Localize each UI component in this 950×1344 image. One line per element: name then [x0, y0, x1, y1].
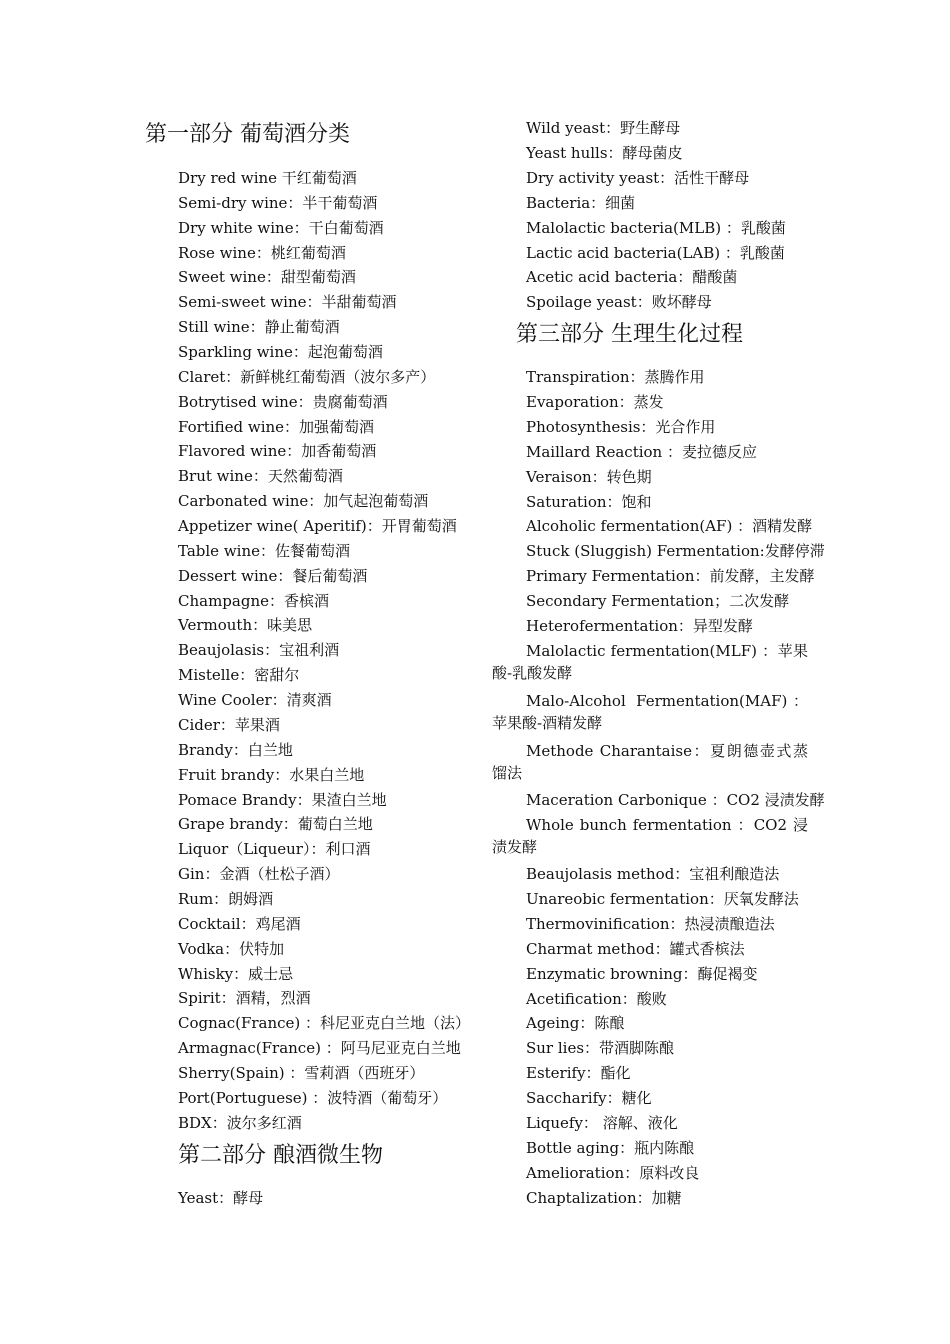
- term-item: Bottle aging：瓶内陈酿: [526, 1138, 695, 1157]
- term-item: Malolactic bacteria(MLB) ：乳酸菌: [526, 218, 786, 237]
- term-item: Brandy：白兰地: [178, 740, 293, 759]
- term-item: Thermovinification：热浸渍酿造法: [526, 914, 775, 933]
- section-heading-2: 第二部分 酿酒微生物: [178, 1143, 383, 1168]
- term-item: Port(Portuguese) ：波特酒（葡萄牙）: [178, 1088, 448, 1107]
- term-item: Whisky：威士忌: [178, 964, 294, 983]
- term-item: Charmat method：罐式香槟法: [526, 939, 745, 958]
- term-item: Wild yeast：野生酵母: [526, 119, 681, 137]
- term-item: Armagnac(France) ：阿马尼亚克白兰地: [178, 1039, 461, 1058]
- term-item: Acetification：酸败: [526, 989, 667, 1008]
- term-item: Maceration Carbonique ：CO2 浸渍发酵: [526, 791, 825, 809]
- term-item: Secondary Fermentation；二次发酵: [526, 592, 790, 611]
- term-item-wrapped: Malo-Alcohol Fermentation(MAF)：苹果酸-酒精发酵: [492, 692, 808, 732]
- term-item: Sur lies：带酒脚陈酿: [526, 1039, 675, 1058]
- term-item: Fortified wine：加强葡萄酒: [178, 417, 375, 436]
- term-item: Grape brandy：葡萄白兰地: [178, 815, 373, 834]
- term-item: Ageing：陈酿: [526, 1014, 625, 1033]
- term-item: Rose wine：桃红葡萄酒: [178, 243, 346, 262]
- term-item: Claret：新鲜桃红葡萄酒（波尔多产）: [178, 367, 436, 386]
- term-item: Bacteria：细菌: [526, 193, 636, 212]
- term-item: Semi-sweet wine：半甜葡萄酒: [178, 293, 397, 312]
- term-item: Beaujolasis：宝祖利酒: [178, 641, 340, 660]
- term-item: Heterofermentation：异型发酵: [526, 617, 753, 635]
- term-item: Veraison：转色期: [526, 467, 652, 486]
- term-item: Wine Cooler：清爽酒: [178, 691, 332, 710]
- term-item: Dry activity yeast：活性干酵母: [526, 168, 750, 187]
- term-item: Dry red wine 干红葡萄酒: [178, 169, 357, 187]
- term-item: Pomace Brandy：果渣白兰地: [178, 790, 387, 809]
- term-item: Carbonated wine：加气起泡葡萄酒: [178, 492, 429, 511]
- term-item-wrapped: Whole bunch fermentation ：CO2 浸渍发酵: [492, 816, 808, 856]
- term-item: Maillard Reaction ：麦拉德反应: [526, 442, 757, 461]
- term-item: Saccharify：糖化: [526, 1089, 652, 1108]
- term-item: Transpiration：蒸腾作用: [526, 368, 705, 386]
- term-item: Yeast hulls：酵母菌皮: [526, 143, 683, 162]
- term-item: Photosynthesis：光合作用: [526, 417, 716, 436]
- term-item: Sherry(Spain) ：雪莉酒（西班牙）: [178, 1063, 425, 1082]
- term-item: Yeast：酵母: [178, 1189, 264, 1207]
- term-item: Primary Fermentation：前发酵，主发酵: [526, 567, 815, 586]
- term-item: Esterify：酯化: [526, 1064, 631, 1083]
- term-item: Alcoholic fermentation(AF) ：酒精发酵: [526, 517, 813, 536]
- term-item: Dessert wine：餐后葡萄酒: [178, 566, 368, 585]
- term-item: Rum：朗姆酒: [178, 889, 274, 908]
- term-item-wrapped: Methode Charantaise：夏朗德壶式蒸馏法: [492, 742, 808, 782]
- term-item: BDX：波尔多红酒: [178, 1113, 302, 1132]
- term-item: Sweet wine：甜型葡萄酒: [178, 268, 356, 287]
- term-item: Mistelle：密甜尔: [178, 666, 300, 685]
- term-item: Unareobic fermentation：厌氧发酵法: [526, 889, 799, 908]
- term-item: Botrytised wine：贵腐葡萄酒: [178, 392, 388, 411]
- term-item: Flavored wine：加香葡萄酒: [178, 442, 377, 461]
- term-item: Saturation：饱和: [526, 492, 652, 511]
- term-item: Table wine：佐餐葡萄酒: [178, 541, 351, 560]
- term-item: Cognac(France) ：科尼亚克白兰地（法）: [178, 1014, 471, 1033]
- term-item: Still wine：静止葡萄酒: [178, 318, 340, 337]
- term-item: Cocktail：鸡尾酒: [178, 914, 301, 933]
- term-item: Cider：苹果酒: [178, 715, 280, 734]
- term-item: Liquefy： 溶解、液化: [526, 1114, 678, 1132]
- term-item: Chaptalization：加糖: [526, 1188, 682, 1207]
- term-item: Lactic acid bacteria(LAB) ：乳酸菌: [526, 243, 785, 262]
- term-item: Evaporation：蒸发: [526, 392, 664, 411]
- section-heading-1: 第一部分 葡萄酒分类: [145, 122, 350, 147]
- term-item: Vermouth：味美思: [178, 616, 313, 635]
- term-item: Sparkling wine：起泡葡萄酒: [178, 343, 383, 362]
- section-heading-3: 第三部分 生理生化过程: [516, 322, 743, 347]
- term-item: Spoilage yeast：败坏酵母: [526, 293, 712, 312]
- term-item: Liquor（Liqueur）：利口酒: [178, 840, 371, 859]
- term-item: Acetic acid bacteria：醋酸菌: [526, 268, 738, 287]
- term-item: Semi-dry wine：半干葡萄酒: [178, 193, 378, 212]
- term-item: Amelioration：原料改良: [526, 1163, 700, 1182]
- term-item: Enzymatic browning：酶促褐变: [526, 964, 758, 983]
- term-item: Stuck (Sluggish) Fermentation:发酵停滞: [526, 542, 825, 561]
- term-item: Fruit brandy：水果白兰地: [178, 765, 365, 784]
- term-item: Brut wine：天然葡萄酒: [178, 467, 343, 486]
- term-item-wrapped: Malolactic fermentation(MLF) ：苹果酸-乳酸发酵: [492, 642, 808, 682]
- term-item: Spirit：酒精，烈酒: [178, 989, 311, 1008]
- term-item: Champagne：香槟酒: [178, 591, 329, 610]
- term-item: Appetizer wine( Aperitif)：开胃葡萄酒: [178, 517, 457, 536]
- term-item: Vodka：伏特加: [178, 939, 285, 958]
- term-item: Gin：金酒（杜松子酒）: [178, 865, 340, 884]
- term-item: Beaujolasis method：宝祖利酿造法: [526, 865, 780, 883]
- term-item: Dry white wine：干白葡萄酒: [178, 218, 384, 237]
